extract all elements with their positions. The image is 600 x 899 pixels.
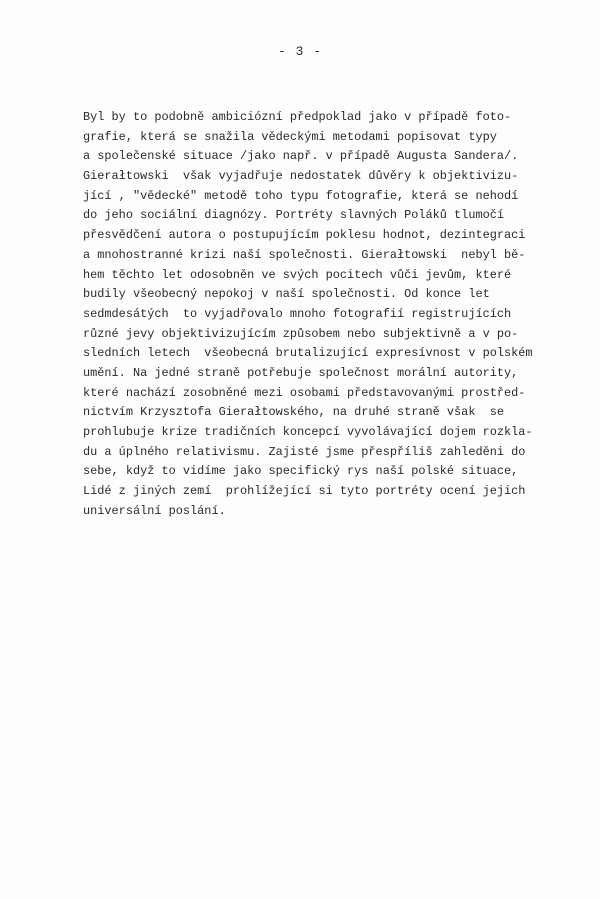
text-line: jící , "vědecké" metodě toho typu fotografie, která se nehodí (83, 188, 519, 203)
text-line: Byl by to podobně ambiciózní předpoklad jako v případě foto- (83, 110, 512, 124)
text-line: přesvědčení autora o postupujícím poklesu hodnot, dezintegraci (83, 228, 526, 243)
text-line: grafie, která se snažila vědeckými metodami popisovat typy (83, 129, 497, 144)
text-line: Gierałtowski však vyjadřuje nedostatek důvěry k objektivizu- (83, 169, 519, 184)
text-line: nictvím Krzysztofa Gierałtowského, na druhé straně však se (83, 405, 504, 420)
text-line: du a úplného relativismu. Zajisté jsme přespříliš zahleděni do (83, 444, 526, 459)
text-line: umění. Na jedné straně potřebuje společnost morální autority, (83, 365, 519, 380)
body-paragraph (83, 108, 583, 521)
text-line: sledních letech všeobecná brutalizující expresívnost v polském (83, 346, 533, 361)
text-line: hem těchto let odosobněn ve svých pocitech vůči jevům, které (83, 267, 512, 282)
text-line: a společenské situace /jako např. v případě Augusta Sandera/. (83, 149, 519, 164)
text-line: které nachází zosobněné mezi osobami představovanými prostřed- (83, 385, 526, 400)
text-line: prohlubuje krize tradičních koncepcí vyvolávající dojem rozkla- (83, 425, 533, 439)
text-line: sebe, když to vidíme jako specifický rys naší polské situace, (83, 464, 519, 479)
text-line: různé jevy objektivizujícím způsobem nebo subjektivně a v po- (83, 326, 519, 341)
text-line: do jeho sociální diagnózy. Portréty slavných Poláků tlumočí (83, 208, 504, 223)
text-line: universální poslání. (83, 503, 226, 518)
text-line: a mnohostranné krizi naší společnosti. Gierałtowski nebyl bě- (83, 247, 526, 262)
text-line: sedmdesátých to vyjadřovalo mnoho fotografií registrujících (83, 306, 512, 321)
text-line: budily všeobecný nepokoj v naší společnosti. Od konce let (83, 287, 490, 302)
text-line: Lidé z jiných zemí prohlížející si tyto portréty ocení jejich (83, 484, 526, 499)
page-number: - 3 - (277, 44, 322, 59)
